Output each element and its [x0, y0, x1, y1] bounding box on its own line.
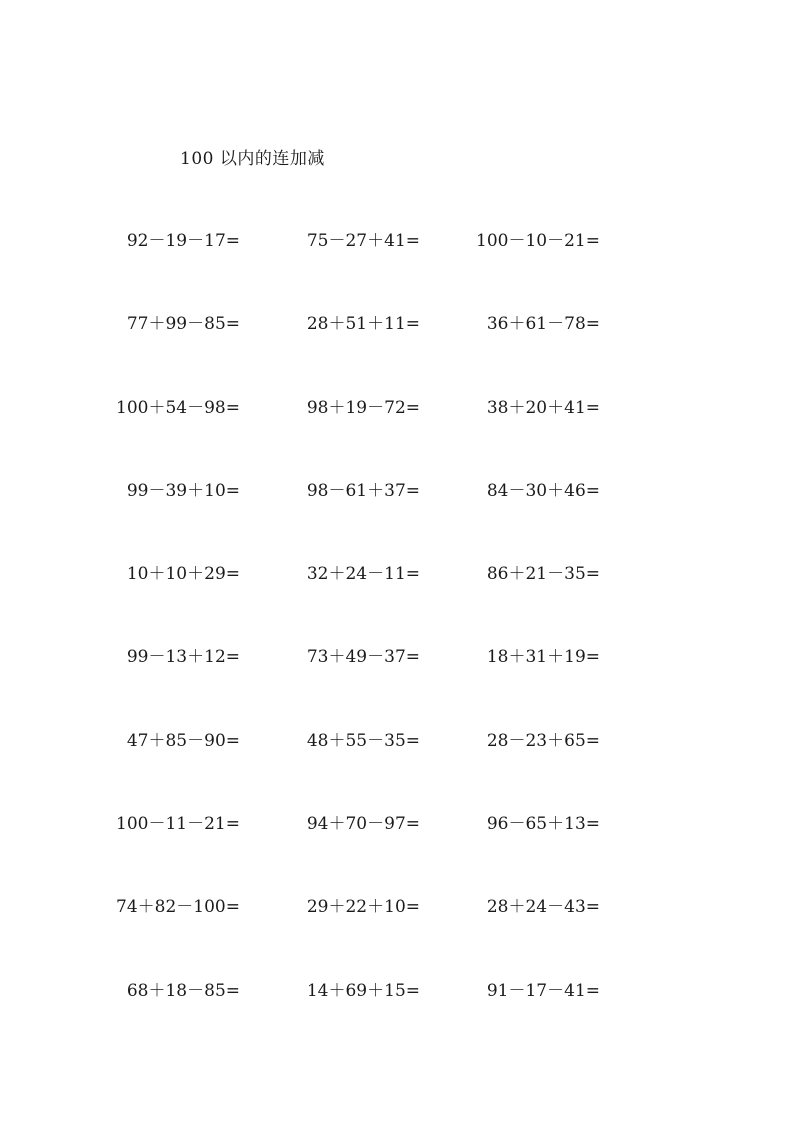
math-problem: 10＋10＋29= [126, 564, 240, 585]
problem-row [0, 645, 794, 728]
problem-row [0, 729, 794, 812]
math-problem: 38＋20＋41= [486, 397, 600, 418]
math-problem: 73＋49－37= [306, 647, 420, 668]
math-problem: 14＋69＋15= [306, 980, 420, 1001]
problem-row [0, 396, 794, 479]
math-problem: 32＋24－11= [306, 564, 420, 585]
math-problem: 77＋99－85= [126, 314, 240, 335]
problem-row [0, 562, 794, 645]
problem-row [0, 479, 794, 562]
math-problem: 100－11－21= [116, 814, 240, 835]
math-problem: 91－17－41= [486, 980, 600, 1001]
math-problem: 36＋61－78= [486, 314, 600, 335]
problem-row [0, 312, 794, 395]
problem-grid [0, 229, 794, 1062]
problem-row [0, 895, 794, 978]
math-problem: 96－65＋13= [486, 814, 600, 835]
math-problem: 29＋22＋10= [306, 897, 420, 918]
math-problem: 94＋70－97= [306, 814, 420, 835]
math-problem: 75－27＋41= [306, 231, 420, 251]
math-problem: 92－19－17= [126, 231, 240, 251]
math-problem: 28＋51＋11= [306, 314, 420, 335]
math-problem: 28－23＋65= [486, 730, 600, 751]
math-problem: 47＋85－90= [126, 730, 240, 751]
math-problem: 100－10－21= [476, 231, 600, 251]
math-problem: 18＋31＋19= [486, 647, 600, 668]
math-problem: 86＋21－35= [486, 564, 600, 585]
math-problem: 98＋19－72= [306, 397, 420, 418]
math-problem: 48＋55－35= [306, 730, 420, 751]
problem-row [0, 812, 794, 895]
math-problem: 100＋54－98= [116, 397, 240, 418]
math-problem: 99－39＋10= [126, 480, 240, 501]
math-problem: 99－13＋12= [126, 647, 240, 668]
math-problem: 98－61＋37= [306, 480, 420, 501]
problem-row [0, 979, 794, 1062]
page-title: 100 以内的连加减 [180, 149, 325, 169]
math-problem: 84－30＋46= [486, 480, 600, 501]
math-problem: 68＋18－85= [126, 980, 240, 1001]
math-problem: 28＋24－43= [486, 897, 600, 918]
problem-row [0, 229, 794, 312]
math-problem: 74＋82－100= [116, 897, 240, 918]
